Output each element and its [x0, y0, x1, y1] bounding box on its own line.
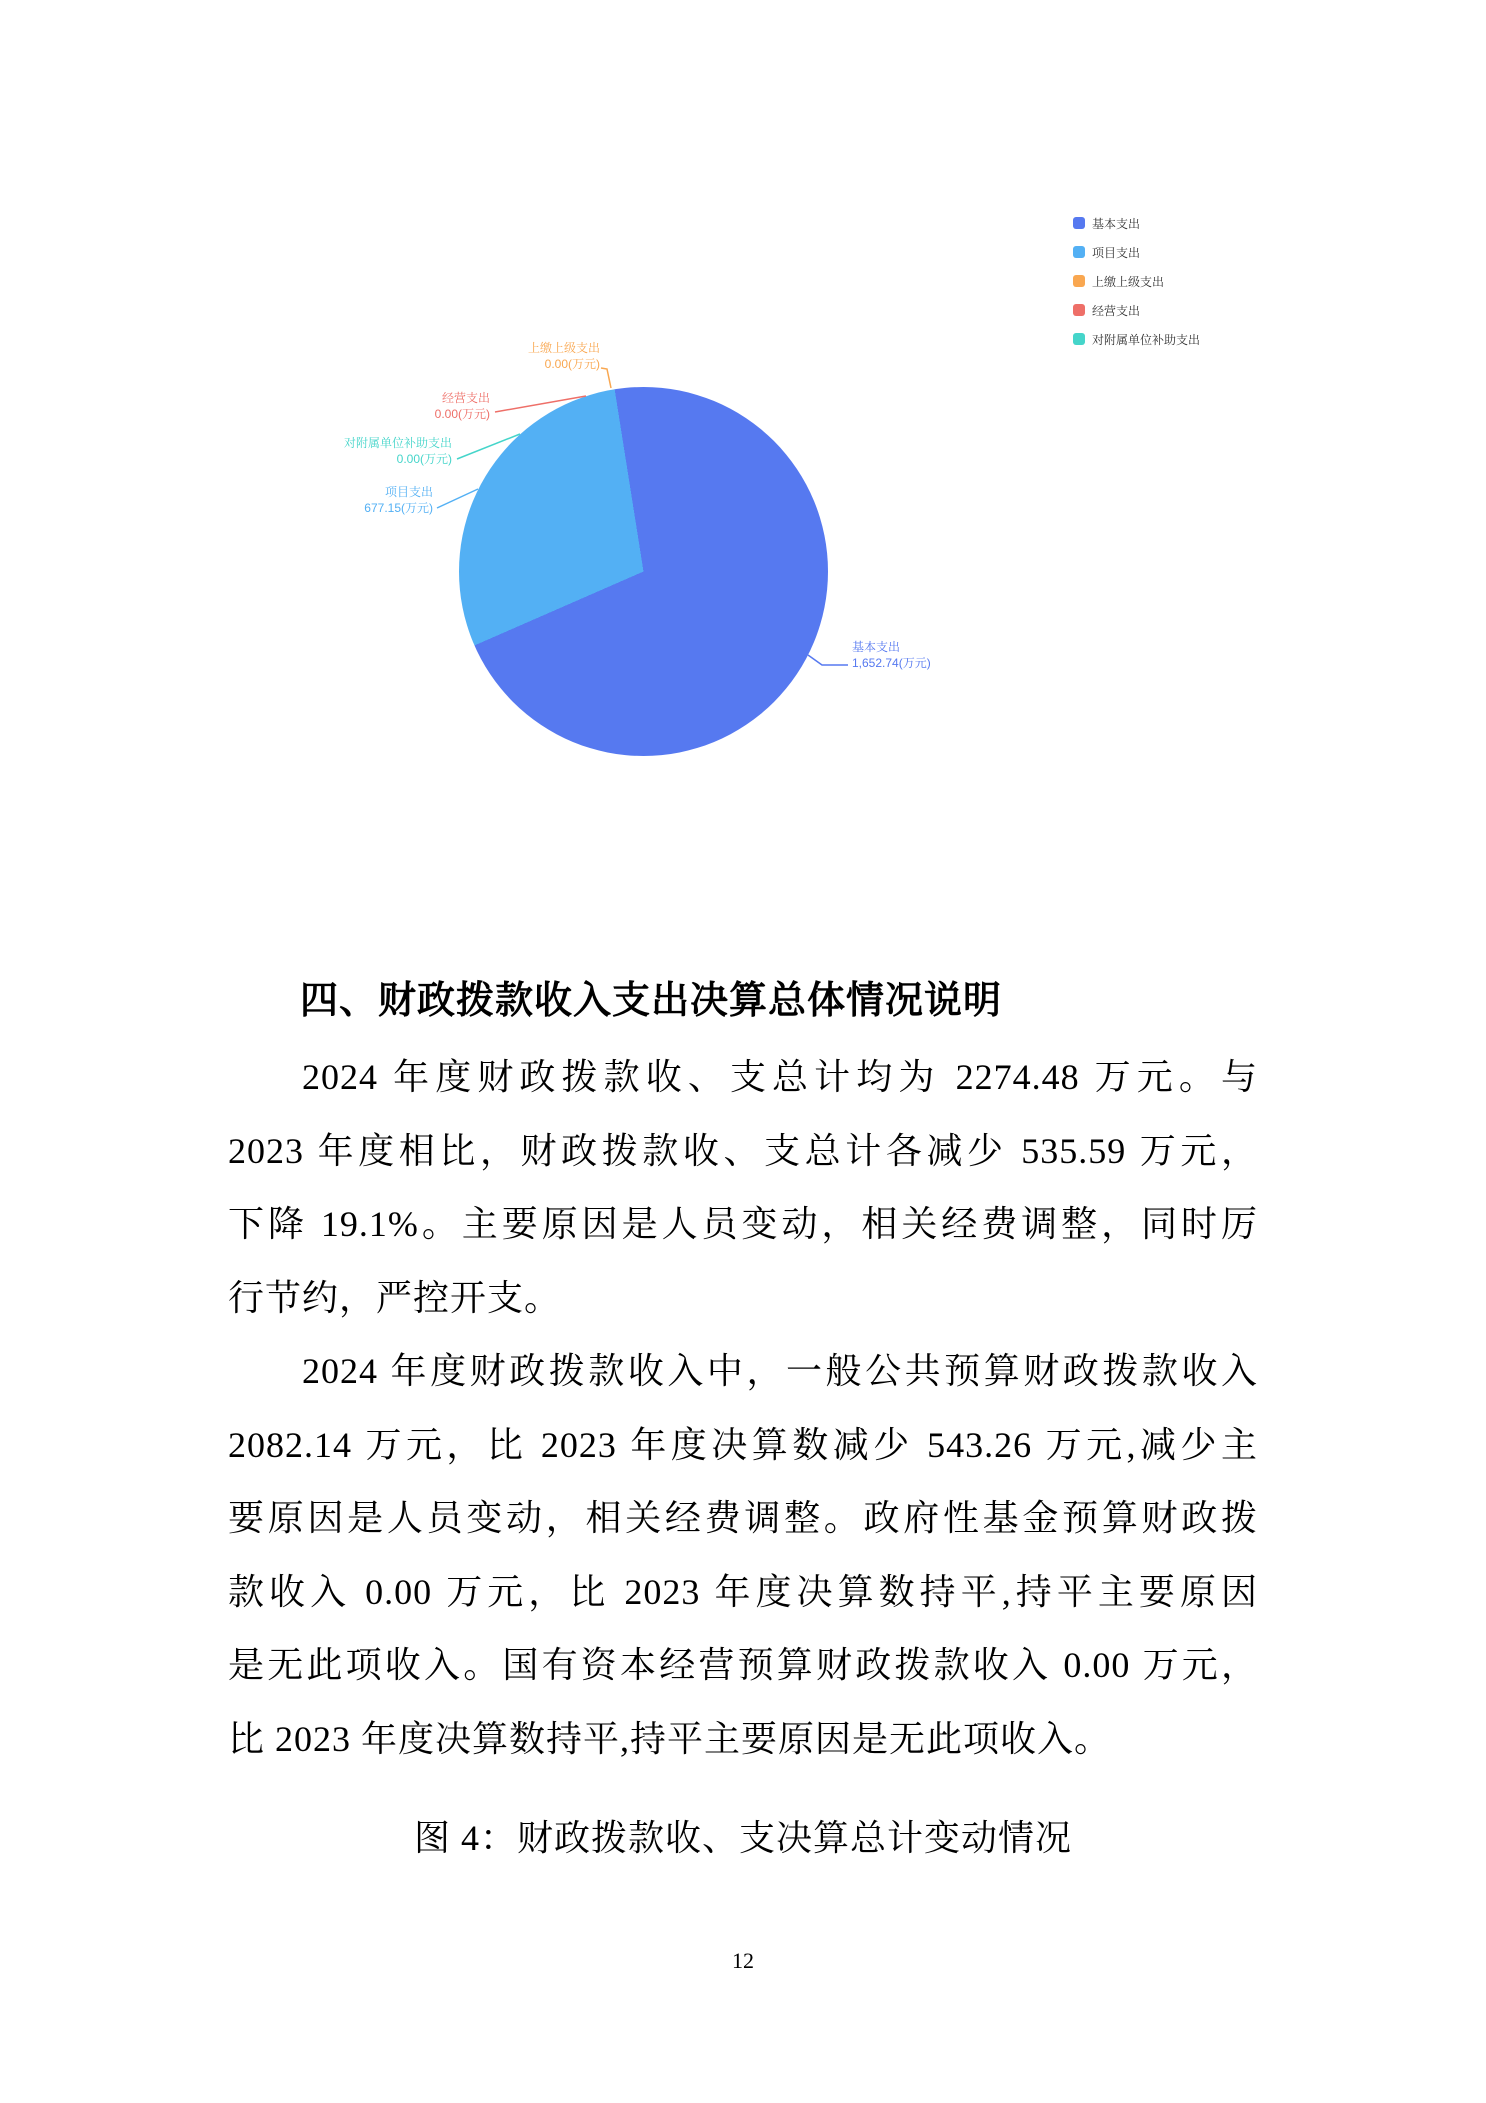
legend-swatch-icon [1073, 217, 1085, 229]
paragraph-line: 2024 年度财政拨款收、支总计均为 2274.48 万元。与 [302, 1057, 1258, 1097]
legend-item [1073, 246, 1200, 258]
legend-swatch-icon [1073, 304, 1085, 316]
paragraph-line: 是无此项收入。国有资本经营预算财政拨款收入 0.00 万元， [228, 1645, 1258, 1685]
paragraph-line: 下降 19.1%。主要原因是人员变动，相关经费调整，同时厉 [228, 1204, 1258, 1244]
pie-label-shangjiao [528, 340, 600, 372]
pie-label-name: 经营支出 [441, 391, 490, 405]
pie-label-xiangmu [364, 484, 433, 516]
paragraph-line: 行节约，严控开支。 [228, 1277, 562, 1318]
leader-line-jingying [495, 396, 586, 412]
chart-legend [1073, 217, 1200, 362]
pie-label-value: 1,652.74(万元) [852, 656, 931, 670]
pie-label-name: 对附属单位补助支出 [343, 436, 452, 450]
legend-label: 项目支出 [1092, 245, 1141, 260]
legend-swatch-icon [1073, 246, 1085, 258]
expenditure-pie-chart [0, 0, 1486, 820]
paragraph-line: 款收入 0.00 万元，比 2023 年度决算数持平,持平主要原因 [228, 1571, 1258, 1612]
paragraph-line: 2023 年度相比，财政拨款收、支总计各减少 535.59 万元， [228, 1130, 1258, 1171]
legend-label: 经营支出 [1092, 303, 1141, 318]
leader-line-shangjiao [601, 368, 611, 388]
page-number: 12 [732, 1948, 754, 1973]
legend-swatch-icon [1073, 275, 1085, 287]
pie-label-fushu [344, 435, 452, 467]
paragraph-line: 比 2023 年度决算数持平,持平主要原因是无此项收入。 [228, 1718, 1112, 1759]
paragraph-line: 2082.14 万元，比 2023 年度决算数减少 543.26 万元,减少主 [228, 1424, 1258, 1465]
legend-swatch-icon [1073, 333, 1085, 345]
legend-item [1073, 275, 1200, 287]
leader-line-fushu [457, 434, 520, 459]
legend-label: 上缴上级支出 [1092, 274, 1165, 289]
legend-label: 对附属单位补助支出 [1092, 332, 1201, 347]
pie-label-value: 0.00(万元) [434, 407, 490, 421]
pie-label-name: 上缴上级支出 [527, 341, 600, 355]
legend-item [1073, 304, 1200, 316]
paragraph-line: 2024 年度财政拨款收入中，一般公共预算财政拨款收入 [302, 1351, 1258, 1391]
pie-label-name: 基本支出 [852, 640, 901, 654]
pie-leader-lines [0, 0, 1486, 820]
pie-label-jingying [435, 390, 490, 422]
document-body [228, 975, 1258, 1875]
section-heading: 四、财政拨款收入支出决算总体情况说明 [300, 980, 1003, 1022]
pie-label-value: 0.00(万元) [544, 357, 600, 371]
legend-item [1073, 333, 1200, 345]
pie-label-name: 项目支出 [384, 485, 433, 499]
legend-item [1073, 217, 1200, 229]
leader-line-xiangmu [437, 489, 478, 508]
pie-label-value: 677.15(万元) [364, 501, 433, 515]
leader-line-jiben [808, 655, 848, 665]
legend-label: 基本支出 [1092, 216, 1141, 231]
pie-label-value: 0.00(万元) [396, 452, 452, 466]
pie-label-jiben [852, 639, 931, 671]
paragraph-line: 要原因是人员变动，相关经费调整。政府性基金预算财政拨 [228, 1498, 1258, 1538]
figure-caption: 图 4：财政拨款收、支决算总计变动情况 [413, 1818, 1072, 1858]
